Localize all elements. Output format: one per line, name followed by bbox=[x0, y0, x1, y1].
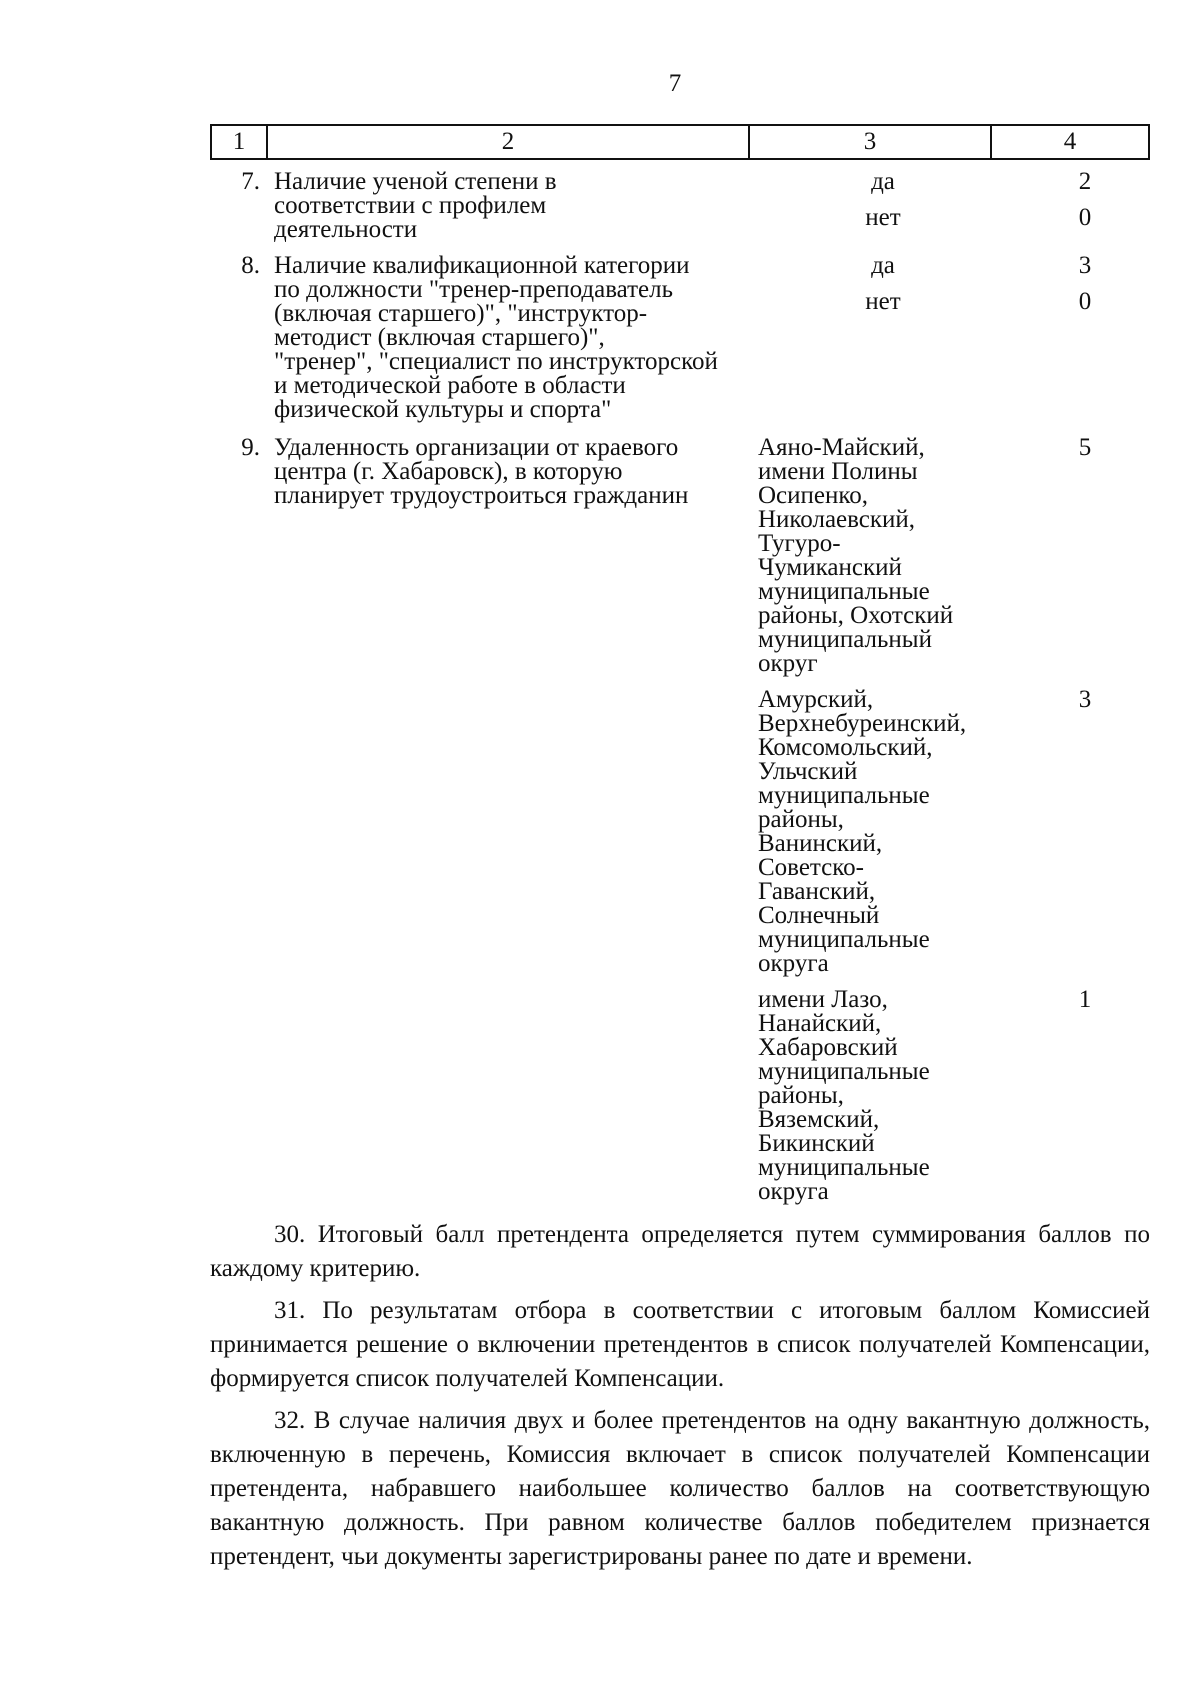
paragraph-30: 30. Итоговый балл претендента определяется путем суммирования баллов по каждому критерию. bbox=[210, 1221, 1150, 1282]
option-score: 3 bbox=[1078, 686, 1092, 713]
option-label: да bbox=[871, 252, 895, 279]
criterion-text: Удаленность организации от краевого центра (г. Хабаровск), в которую планирует трудоустроиться гражданин bbox=[274, 434, 689, 509]
option-score: 0 bbox=[1078, 204, 1092, 231]
option-score: 1 bbox=[1078, 986, 1092, 1013]
page-number: 7 bbox=[668, 70, 682, 97]
option-score: 0 bbox=[1078, 288, 1092, 315]
table-header-col-4: 4 bbox=[1063, 128, 1077, 155]
option-label: Аяно-Майский, имени Полины Осипенко, Николаевский, Тугуро- Чумиканский муниципальные районы, Охотский муниципальный округ bbox=[758, 434, 954, 677]
table-header-col-3: 3 bbox=[750, 126, 992, 158]
option-score: 2 bbox=[1078, 168, 1092, 195]
table-header-col-2: 2 bbox=[268, 126, 750, 158]
row-number: 7. bbox=[241, 168, 260, 195]
paragraph-31: 31. По результатам отбора в соответствии с итоговым баллом Комиссией принимается решение о включении претендентов в список получателей Компенсации, формируется список получателей Компенсации. bbox=[210, 1297, 1150, 1392]
paragraph-32: 32. В случае наличия двух и более претендентов на одну вакантную должность, включенную в перечень, Комиссия включает в список получателей Компенсации претендента, набравшего наибольшее количество баллов на соответствующую вакантную должность. При равном количестве баллов победителем признается претендент, чьи документы зарегистрированы ранее по дате и времени. bbox=[210, 1407, 1150, 1570]
option-score: 3 bbox=[1078, 252, 1092, 279]
option-label: нет bbox=[865, 204, 901, 231]
criterion-text: Наличие квалификационной категории по должности "тренер-преподаватель (включая старшего)", "инструктор- методист (включая старшего)", "тренер", "специалист по инструкторской и методической работе в области физической культуры и спорта" bbox=[274, 252, 718, 423]
row-number: 9. bbox=[241, 434, 260, 461]
option-label: нет bbox=[865, 288, 901, 315]
option-label: да bbox=[871, 168, 895, 195]
option-label: Амурский, Верхнебуреинский, Комсомольский, Ульчский муниципальные районы, Ванинский, Советско- Гаванский, Солнечный муниципальные округа bbox=[758, 686, 967, 977]
row-number: 8. bbox=[241, 252, 260, 279]
table-header bbox=[210, 124, 1150, 160]
option-label: имени Лазо, Нанайский, Хабаровский муниципальные районы, Вяземский, Бикинский муниципальные округа bbox=[758, 986, 930, 1205]
option-score: 5 bbox=[1078, 434, 1092, 461]
criterion-text: Наличие ученой степени в соответствии с профилем деятельности bbox=[274, 168, 557, 243]
table-header-col-1: 1 bbox=[212, 126, 268, 158]
